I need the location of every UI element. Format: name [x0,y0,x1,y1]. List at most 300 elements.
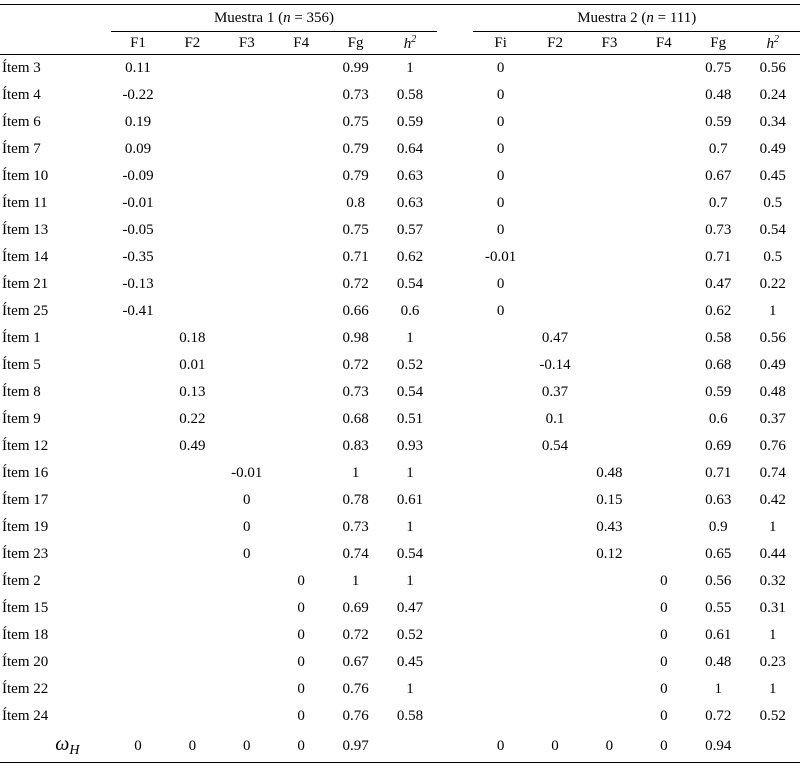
table-cell [220,595,274,622]
table-row [0,352,800,379]
table-cell [637,406,691,433]
table-cell: 0 [297,708,305,724]
table-cell [274,433,328,460]
table-cell [473,514,527,541]
table-row [0,109,800,136]
table-cell [220,244,274,271]
table-cell: 0.57 [396,222,424,238]
table-cell: 0.59 [705,384,732,400]
table-cell [637,325,691,352]
col-header: F4 [274,32,328,55]
table-cell: 0.52 [759,708,786,724]
table-cell [637,379,691,406]
table-row [0,541,800,568]
table-cell [473,568,527,595]
table-cell: 0.63 [396,168,424,184]
row-label: Ítem 22 [2,681,49,697]
table-row [0,163,800,190]
table-cell: 0 [297,654,305,670]
row-label: Ítem 4 [2,87,41,103]
table-cell: 0.98 [342,330,369,346]
table-row [0,379,800,406]
table-cell [528,460,582,487]
table-cell [220,298,274,325]
gap-cell [437,649,473,676]
col-header: F2 [528,32,582,55]
table-cell [528,55,582,83]
table-cell: 0.61 [396,492,424,508]
corner-cell [0,5,111,32]
row-label: Ítem 7 [2,141,41,157]
table-cell: 0.48 [705,654,732,670]
table-cell: -0.13 [122,276,154,292]
table-cell [473,595,527,622]
table-cell: -0.01 [485,249,517,265]
table-cell: 0.93 [396,438,424,454]
table-cell [582,55,636,83]
table-cell [111,406,165,433]
table-cell: 0 [496,141,505,157]
gap-cell [437,32,473,55]
table-cell: 0.12 [596,546,623,562]
table-cell [637,352,691,379]
gap-cell [437,460,473,487]
col-header: Fi [473,32,527,55]
table-cell: 0.58 [396,708,424,724]
table-cell: 0 [111,730,165,763]
table-cell [582,406,636,433]
table-cell [637,163,691,190]
table-cell: 0.47 [541,330,569,346]
table-row [0,55,800,83]
table-cell: 0.5 [763,249,783,265]
table-cell [274,190,328,217]
table-cell [473,379,527,406]
table-cell [528,298,582,325]
table-cell: 0.44 [759,546,786,562]
table-cell: 0.49 [759,141,786,157]
row-label: Ítem 2 [2,573,41,589]
table-cell [220,433,274,460]
table-cell [473,352,527,379]
table-cell [745,730,800,763]
table-cell [473,433,527,460]
table-cell [528,649,582,676]
sample1-header: Muestra 1 (n = 356) [111,5,437,32]
table-cell: 0.69 [342,600,369,616]
table-cell [165,271,219,298]
table-cell [582,325,636,352]
table-row [0,595,800,622]
table-cell: 1 [768,681,777,697]
table-cell [582,136,636,163]
table-cell [165,514,219,541]
gap-cell [437,514,473,541]
table-cell [111,568,165,595]
table-cell [582,676,636,703]
row-label: Ítem 24 [2,708,49,724]
table-cell: 0.72 [342,357,369,373]
col-header: F3 [220,32,274,55]
table-cell [582,163,636,190]
table-cell: 1 [768,519,777,535]
row-label: Ítem 10 [2,168,49,184]
table-cell [473,325,527,352]
table-cell: 0 [496,195,505,211]
table-cell [637,109,691,136]
gap-cell [437,271,473,298]
table-cell: 0.79 [342,141,369,157]
table-cell: -0.05 [122,222,154,238]
table-cell [111,676,165,703]
table-cell: 0 [496,303,505,319]
table-cell: 0.42 [759,492,786,508]
table-row [0,487,800,514]
table-cell [220,622,274,649]
table-cell [220,703,274,730]
gap-cell [437,109,473,136]
table-cell [220,379,274,406]
table-cell [473,622,527,649]
table-cell [274,352,328,379]
table-cell [220,325,274,352]
table-cell: 0.75 [342,114,369,130]
table-cell: 0.71 [705,465,732,481]
table-cell [582,595,636,622]
table-cell [473,703,527,730]
gap-cell [437,568,473,595]
table-cell [111,703,165,730]
table-cell [165,622,219,649]
table-cell [637,298,691,325]
table-cell [528,514,582,541]
table-cell: 0.56 [705,573,732,589]
row-label: Ítem 15 [2,600,49,616]
table-cell: 0.54 [541,438,569,454]
row-label: Ítem 21 [2,276,49,292]
table-cell [383,730,437,763]
table-cell: -0.41 [122,303,154,319]
table-cell [274,379,328,406]
table-cell [165,109,219,136]
gap-cell [437,244,473,271]
row-label: Ítem 19 [2,519,49,535]
table-row [0,433,800,460]
table-cell: 0.23 [759,654,786,670]
table-cell [111,622,165,649]
row-label: Ítem 8 [2,384,41,400]
table-cell: -0.14 [539,357,571,373]
table-cell [582,298,636,325]
table-cell [637,541,691,568]
col-header: F2 [165,32,219,55]
table-cell [637,190,691,217]
gap-cell [437,730,473,763]
row-label: Ítem 3 [2,60,41,76]
table-cell: 0 [496,87,505,103]
table-cell: 0.58 [705,330,732,346]
table-cell: 0.61 [705,627,732,643]
table-cell [274,271,328,298]
table-cell: 0.22 [759,276,786,292]
table-cell: 0.62 [396,249,424,265]
table-row [0,514,800,541]
table-cell [165,649,219,676]
table-cell: 0 [243,519,251,535]
table-cell [111,595,165,622]
table-cell: 0.47 [705,276,732,292]
gap-cell [437,703,473,730]
table-cell: 0 [243,546,251,562]
table-cell [528,676,582,703]
table-cell [220,163,274,190]
table-cell: 0.94 [691,730,745,763]
table-cell [528,595,582,622]
row-label: Ítem 11 [2,195,48,211]
table-cell: 0.7 [708,141,728,157]
table-cell [274,136,328,163]
item-col-header [0,32,111,55]
table-cell: 0.76 [759,438,786,454]
table-cell [473,406,527,433]
table-cell: 0.71 [705,249,732,265]
row-label: Ítem 9 [2,411,41,427]
table-cell: 0.19 [124,114,152,130]
table-cell [582,622,636,649]
table-cell [165,541,219,568]
table-cell [637,514,691,541]
table-row [0,622,800,649]
table-cell [528,190,582,217]
table-cell: 0.37 [541,384,569,400]
table-cell: 0.66 [342,303,369,319]
table-row [0,244,800,271]
row-label: Ítem 20 [2,654,49,670]
gap-cell [437,406,473,433]
table-cell: 0.13 [179,384,206,400]
gap-cell [437,298,473,325]
table-cell [473,676,527,703]
table-cell: 1 [406,573,414,589]
table-row [0,82,800,109]
col-header: F3 [582,32,636,55]
table-cell: 0.73 [342,519,369,535]
table-cell [528,163,582,190]
table-cell [582,244,636,271]
table-cell: 0.62 [705,303,732,319]
h2-header: $h^2$ [745,32,800,55]
table-cell [220,568,274,595]
gap-cell [437,325,473,352]
table-cell: 0 [660,600,668,616]
row-label: Ítem 5 [2,357,41,373]
table-cell [274,55,328,83]
table-cell [528,568,582,595]
table-cell: 0.75 [705,60,732,76]
row-label: Ítem 6 [2,114,41,130]
row-label: Ítem 17 [2,492,49,508]
table-cell: 0.7 [708,195,728,211]
table-cell: 0.15 [596,492,623,508]
table-cell [165,487,219,514]
table-cell: 0.11 [125,60,151,76]
table-cell: 0.31 [759,600,786,616]
table-cell [274,514,328,541]
table-cell: 0.68 [342,411,369,427]
table-cell: 0 [660,708,668,724]
table-cell [220,676,274,703]
table-cell [528,271,582,298]
table-cell: 0 [165,730,219,763]
table-cell: 0.8 [346,195,365,211]
table-cell: 0.59 [705,114,732,130]
table-cell [637,244,691,271]
table-cell [528,703,582,730]
table-cell: 0 [496,222,505,238]
col-header: F4 [637,32,691,55]
table-cell: 0.55 [705,600,732,616]
table-cell: 0.24 [759,87,786,103]
table-cell: 0.78 [342,492,369,508]
table-cell [528,541,582,568]
row-label: Ítem 13 [2,222,49,238]
table-cell: 0.52 [396,357,424,373]
table-cell: 0.71 [342,249,369,265]
table-cell: 0.6 [400,303,420,319]
table-cell [220,136,274,163]
table-cell [637,460,691,487]
table-cell: 1 [406,60,414,76]
table-cell [528,82,582,109]
table-cell [582,379,636,406]
table-cell: -0.22 [122,87,154,103]
table-cell: 0.48 [596,465,623,481]
table-cell [111,514,165,541]
table-cell: 0.51 [396,411,424,427]
table-cell: 1 [406,465,414,481]
table-cell [528,136,582,163]
table-cell: 0.54 [396,276,424,292]
table-cell: 0 [660,654,668,670]
table-cell: 1 [406,681,414,697]
omega-row [0,730,800,763]
table-row [0,406,800,433]
table-cell: 0.56 [759,60,786,76]
table-cell [165,703,219,730]
table-cell: 0.63 [396,195,424,211]
table-cell [473,541,527,568]
table-cell [220,109,274,136]
gap-cell [437,433,473,460]
row-label: Ítem 12 [2,438,49,454]
table-cell [111,541,165,568]
table-cell [165,82,219,109]
table-cell: 0.64 [396,141,424,157]
gap-cell [437,82,473,109]
table-cell [165,190,219,217]
table-cell [111,487,165,514]
gap-cell [437,55,473,83]
table-cell: 0 [528,730,582,763]
table-cell [582,352,636,379]
table-cell: 0 [297,627,305,643]
table-cell: 0 [496,276,505,292]
table-cell [165,163,219,190]
table-cell: 1 [406,330,414,346]
table-cell [582,109,636,136]
table-cell: 0 [496,60,505,76]
row-label: Ítem 1 [2,330,41,346]
table-cell [165,460,219,487]
table-cell [274,109,328,136]
table-cell: 0.79 [342,168,369,184]
table-cell: 0.75 [342,222,369,238]
table-cell [111,379,165,406]
row-label: Ítem 23 [2,546,49,562]
table-cell [220,352,274,379]
table-cell: 0 [274,730,328,763]
table-cell [582,433,636,460]
table-cell [165,55,219,83]
table-cell: 0 [660,681,668,697]
row-label: Ítem 25 [2,303,49,319]
table-row [0,190,800,217]
table-cell: 0.54 [759,222,786,238]
table-row [0,136,800,163]
table-cell: 0.72 [342,276,369,292]
table-cell [220,271,274,298]
table-cell: 0.68 [705,357,732,373]
table-cell [637,136,691,163]
table-cell: 0.97 [328,730,382,763]
table-cell [165,595,219,622]
table-row [0,703,800,730]
table-cell: 1 [351,573,360,589]
gap-cell [437,595,473,622]
table-cell [582,703,636,730]
table-cell [220,55,274,83]
table-cell [274,298,328,325]
table-cell: 0.43 [596,519,623,535]
table-cell: 0 [297,681,305,697]
table-cell: 1 [768,303,777,319]
table-cell [637,271,691,298]
table-cell: 0.5 [763,195,783,211]
table-cell: 0.73 [342,87,369,103]
table-cell: 0.72 [342,627,369,643]
table-cell: 0.69 [705,438,732,454]
col-header: Fg [328,32,382,55]
table-cell: 0.09 [124,141,152,157]
table-cell: 0.52 [396,627,424,643]
col-header: Fg [691,32,745,55]
table-cell [220,406,274,433]
table-cell: 0.9 [708,519,728,535]
table-cell [274,244,328,271]
table-cell [582,271,636,298]
table-row [0,271,800,298]
table-row [0,676,800,703]
table-cell [582,649,636,676]
table-row [0,298,800,325]
factor-loadings-table [0,4,800,763]
table-row [0,649,800,676]
table-cell: 0.73 [705,222,732,238]
table-cell [274,541,328,568]
table-cell [582,82,636,109]
gap-cell [437,541,473,568]
table-cell [111,649,165,676]
